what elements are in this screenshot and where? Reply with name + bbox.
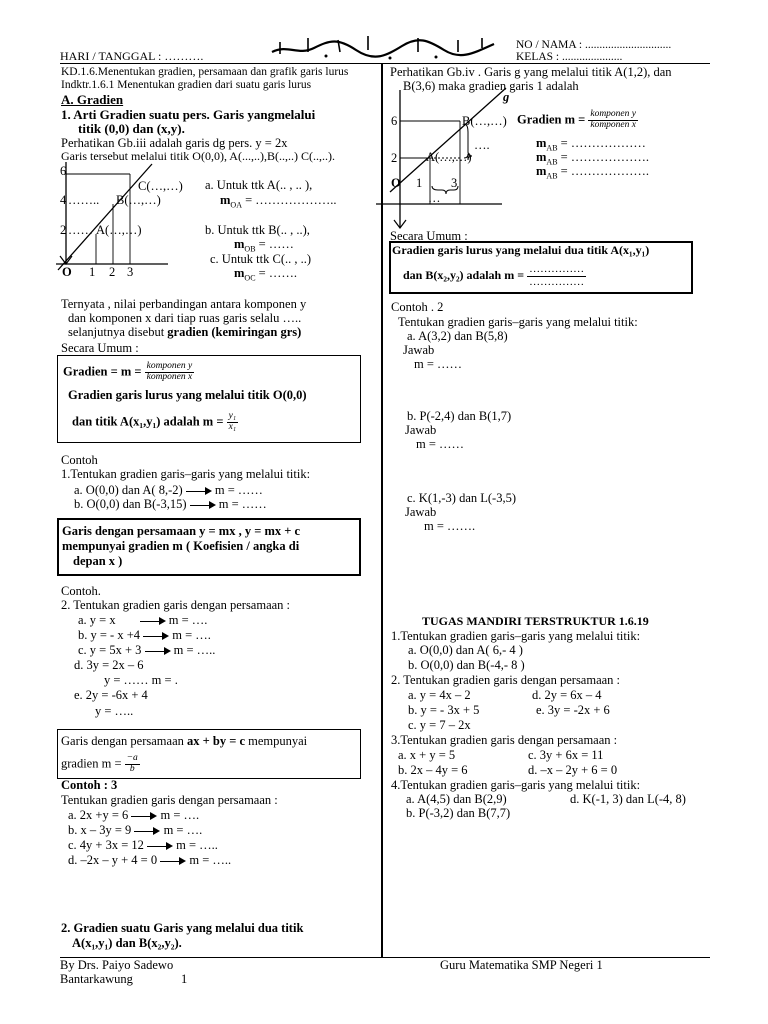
contoh2-c: c. y = 5x + 3 m = …..	[78, 643, 216, 657]
g1-y4-dots: ……..	[68, 193, 100, 207]
arrow-icon	[145, 647, 171, 655]
secara-umum-right: Secara Umum :	[390, 229, 468, 243]
g1-x3: 3	[127, 265, 134, 279]
contoh2-a: a. y = x m = ….	[78, 613, 208, 627]
g2-y2: 2	[391, 151, 398, 165]
right-c2-a-jawab: Jawab	[403, 343, 435, 357]
garis-melalui: Garis tersebut melalui titik O(0,0), A(...,..),B(..,..) C(..,..).	[61, 149, 335, 163]
contoh1-intro: 1.Tentukan gradien garis–garis yang melalui titik:	[61, 467, 311, 481]
contoh-dot-label: Contoh.	[61, 584, 101, 598]
arrow-icon	[134, 827, 160, 835]
footer-bantarkawung: Bantarkawung	[60, 972, 133, 986]
basmalah-calligraphy	[268, 34, 498, 60]
kd-text: KD.1.6.Menentukan gradien, persamaan dan grafik garis lurus	[61, 66, 349, 78]
right-c2-b-jawab: Jawab	[405, 423, 437, 437]
contoh3-b: b. x – 3y = 9 m = ….	[68, 823, 203, 837]
kelas: KELAS : .....................	[516, 51, 623, 63]
footer-author: By Drs. Paiyo Sadewo	[60, 958, 174, 972]
tugas-1: 1.Tentukan gradien garis–garis yang melalui titik:	[391, 629, 641, 643]
right-c2-b-m: m = ……	[416, 437, 465, 451]
contoh2-d2: y = …… m = .	[104, 673, 178, 687]
contoh3-a: a. 2x +y = 6 m = ….	[68, 808, 200, 822]
m-oa: $m_{OA}$ = ………………..	[220, 193, 337, 210]
arrow-icon	[140, 617, 166, 625]
right-c2-a: a. A(3,2) dan B(5,8)	[407, 329, 508, 343]
m-ab-2: $m_{AB}$ = ……………….	[536, 150, 649, 167]
secara-umum-left: Secara Umum :	[61, 341, 139, 355]
box2-line3: depan x )	[73, 554, 123, 568]
g1-point-c: C(…,…)	[138, 179, 183, 193]
contoh2-d: d. 3y = 2x – 6	[74, 658, 144, 672]
tugas-4b: b. P(-3,2) dan B(7,7)	[406, 806, 511, 820]
right-c2-intro: Tentukan gradien garis–garis yang melalui titik:	[398, 315, 638, 329]
g1-x1: 1	[89, 265, 96, 279]
tugas-2a: a. y = 4x – 2	[408, 688, 471, 702]
g2-y6: 6	[391, 114, 398, 128]
box1-line2: Gradien garis lurus yang melalui titik O(0,0)	[68, 388, 307, 402]
right-c2-b: b. P(-2,4) dan B(1,7)	[407, 409, 512, 423]
tugas-3d: d. –x – 2y + 6 = 0	[528, 763, 618, 777]
indikator-text: Indktr.1.6.1 Menentukan gradien dari suatu garis lurus	[61, 79, 312, 91]
m-ab-3: $m_{AB}$ = ……………….	[536, 164, 649, 181]
arti-gradien-line1: 1. Arti Gradien suatu pers. Garis yangmelalui	[61, 107, 316, 122]
tugas-3: 3.Tentukan gradien garis dengan persamaan :	[391, 733, 618, 747]
g1-y6: 6	[60, 164, 67, 178]
perhatikan-gb4-line2: B(3,6) maka gradien garis 1 adalah	[403, 79, 579, 93]
tugas-2d: d. 2y = 6x – 4	[532, 688, 602, 702]
g2-point-a: A(…,…)	[426, 150, 472, 164]
g2-origin: O	[391, 176, 401, 190]
tugas-4a: a. A(4,5) dan B(2,9)	[406, 792, 507, 806]
m-oc: $m_{OC}$ = …….	[234, 266, 297, 283]
ternyata-line2: dan komponen x dari tiap ruas garis selalu …..	[68, 311, 302, 325]
g2-bottom-dots: …	[428, 191, 441, 205]
g1-origin: O	[62, 265, 72, 279]
contoh2-e: e. 2y = -6x + 4	[74, 688, 148, 702]
box3-line1: Garis dengan persamaan ax + by = c mempunyai	[61, 734, 308, 748]
right-box-line2: dan B(x₂,y₂) adalah m = $\frac{\dots\dots\dots\dots\dots}{\dots\dots\dots\dots\dots}$	[403, 263, 585, 288]
tugas-3c: c. 3y + 6x = 11	[528, 748, 604, 762]
contoh3-intro: Tentukan gradien garis dengan persamaan :	[61, 793, 278, 807]
g1-y2-dots: ……	[68, 223, 93, 237]
right-gradien-formula: Gradien m = $\frac{\text{komponen y}}{\text{komponen x}}$	[517, 109, 636, 130]
tugas-3b: b. 2x – 4y = 6	[398, 763, 468, 777]
contoh-label: Contoh	[61, 453, 98, 467]
section2-line1: 2. Gradien suatu Garis yang melalui dua titik	[61, 921, 304, 935]
hari-tanggal: HARI / TANGGAL : ……….	[60, 49, 204, 63]
arrow-icon	[190, 501, 216, 509]
question-a: a. Untuk ttk A(.. , .. ),	[205, 178, 313, 192]
contoh3-c: c. 4y + 3x = 12 m = …..	[68, 838, 218, 852]
box1-line3: dan titik A(x₁,y₁) adalah m = $\frac{\text{y₁}}{\text{x₁}}$	[72, 411, 237, 432]
g1-y2: 2	[60, 223, 67, 237]
question-c: c. Untuk ttk C(.. , ..)	[210, 252, 312, 266]
ternyata-line1: Ternyata , nilai perbandingan antara komponen y	[61, 297, 307, 311]
graph-y-equals-2x	[56, 160, 176, 280]
g2-x1: 1	[416, 176, 423, 190]
g1-y4: 4	[60, 193, 67, 207]
tugas-2b: b. y = - 3x + 5	[408, 703, 480, 717]
tugas-4d: d. K(-1, 3) dan L(-4, 8)	[570, 792, 686, 806]
footer-school: Guru Matematika SMP Negeri 1	[440, 958, 603, 972]
tugas-2c: c. y = 7 – 2x	[408, 718, 471, 732]
perhatikan-gb4-line1: Perhatikan Gb.iv . Garis g yang melalui titik A(1,2), dan	[390, 65, 672, 79]
tugas-title: TUGAS MANDIRI TERSTRUKTUR 1.6.19	[422, 614, 649, 628]
box2-line2: mempunyai gradien m ( Koefisien / angka di	[62, 539, 300, 553]
tugas-1b: b. O(0,0) dan B(-4,- 8 )	[408, 658, 525, 672]
perhatikan-gb3: Perhatikan Gb.iii adalah garis dg pers. y = 2x	[61, 136, 288, 150]
arrow-icon	[160, 857, 186, 865]
arti-gradien-line2: titik (0,0) dan (x,y).	[78, 121, 185, 136]
arrow-icon	[131, 812, 157, 820]
g2-point-b: B(…,…)	[462, 114, 507, 128]
tugas-3a: a. x + y = 5	[398, 748, 456, 762]
contoh1-b: b. O(0,0) dan B(-3,15) m = ……	[74, 497, 267, 511]
ternyata-line3: selanjutnya disebut gradien (kemiringan grs)	[68, 325, 302, 339]
right-c2-c: c. K(1,-3) dan L(-3,5)	[407, 491, 516, 505]
contoh1-a: a. O(0,0) dan A( 8,-2) m = ……	[74, 483, 263, 497]
contoh2-e2: y = …..	[95, 704, 134, 718]
tugas-2e: e. 3y = -2x + 6	[536, 703, 610, 717]
tugas-2: 2. Tentukan gradien garis dengan persamaan :	[391, 673, 621, 687]
box1-gradien: Gradien = m = $\frac{\text{komponen y}}{\text{komponen x}}$	[63, 361, 193, 382]
question-b: b. Untuk ttk B(.. , ..),	[205, 223, 310, 237]
box2-line1: Garis dengan persamaan y = mx , y = mx + c	[62, 524, 301, 538]
no-nama: NO / NAMA : ..............................	[516, 39, 672, 51]
arrow-icon	[143, 632, 169, 640]
m-ab-1: $m_{AB}$ = ………………	[536, 136, 646, 153]
page-number: 1	[181, 972, 188, 986]
tugas-1a: a. O(0,0) dan A( 6,- 4 )	[408, 643, 523, 657]
right-c2-c-m: m = …….	[424, 519, 476, 533]
arrow-icon	[147, 842, 173, 850]
arrow-icon	[186, 487, 212, 495]
g1-x2: 2	[109, 265, 116, 279]
contoh3-d: d. –2x – y + 4 = 0 m = …..	[68, 853, 232, 867]
g1-point-a: A(…,…)	[96, 223, 142, 237]
g2-x3: 3	[451, 176, 458, 190]
contoh3-label: Contoh : 3	[61, 778, 118, 792]
m-ob: $m_{OB}$ = ……	[234, 237, 294, 254]
box3-line2: gradien m = $\frac{-a}{b}$	[61, 753, 138, 774]
tugas-4: 4.Tentukan gradien garis–garis yang melalui titik:	[391, 778, 641, 792]
section2-line2: A(x₁,y₁) dan B(x₂,y₂).	[72, 936, 182, 950]
g2-side-dots: ….	[474, 138, 490, 152]
right-c2-c-jawab: Jawab	[405, 505, 437, 519]
contoh2-intro: 2. Tentukan gradien garis dengan persamaan :	[61, 598, 291, 612]
contoh2-right-label: Contoh . 2	[391, 300, 444, 314]
contoh2-b: b. y = - x +4 m = ….	[78, 628, 211, 642]
g2-label-g: g	[503, 90, 510, 104]
right-box-line1: Gradien garis lurus yang melalui dua titik A(x₁,y₁)	[392, 243, 650, 257]
section-a-title: A. Gradien	[61, 92, 124, 107]
g1-point-b: B(…,…)	[116, 193, 161, 207]
right-c2-a-m: m = ……	[414, 357, 463, 371]
header-rule	[60, 63, 710, 64]
